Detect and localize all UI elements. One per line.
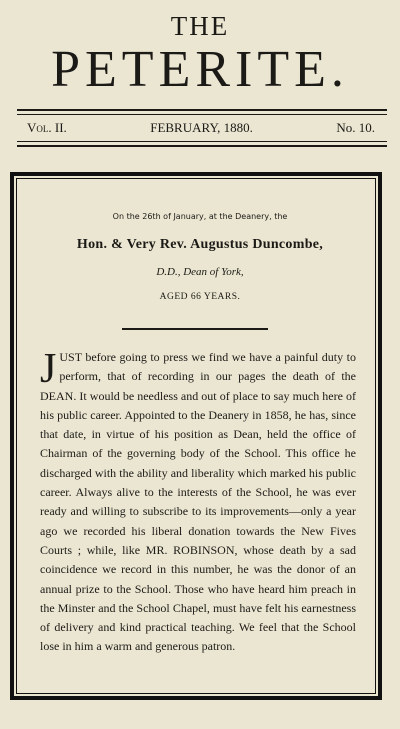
notice-title: D.D., Dean of York, xyxy=(156,266,244,278)
issue-date: FEBRUARY, 1880. xyxy=(150,120,253,135)
header-rule-bottom xyxy=(17,145,387,147)
notice-age: AGED 66 YEARS. xyxy=(159,292,241,302)
header-rule-bottom-thin xyxy=(17,141,387,142)
header-rule-top-thin xyxy=(17,114,387,115)
notice-divider xyxy=(122,328,268,330)
issue-number: No. 10. xyxy=(336,120,375,135)
issue-line xyxy=(27,120,375,136)
volume-label: Vol. II. xyxy=(27,120,67,135)
notice-intro: On the 26th of January, at the Deanery, the xyxy=(112,212,288,221)
notice-name: Hon. & Very Rev. Augustus Duncombe, xyxy=(76,237,324,252)
masthead-title: PETERITE. xyxy=(51,41,349,98)
masthead-the: THE xyxy=(170,11,230,41)
drop-cap: J xyxy=(40,346,57,392)
article-text: UST before going to press we find we have a painful duty to perform, that of recording in our pages the death of the DEAN. It would be needless and out of place to say much here of his public career. Appointed to the Deanery in 1858, he has, since that date, in virtue of his position as Dean, held the office of Chairman of the governing body of the School. This office he discharged with the ability and liberality which marked his public career. Always alive to the interests of the School, he was ever ready and willing to subscribe to its improvements—only a year ago we recorded his liberal donation towards the New Fives Courts ; while, like MR. ROBINSON, whose death by a sad coincidence we record in this number, he was the donor of an annual prize to the School. Those who have heard him preach in the Minster and the School Chapel, must have felt his earnestness of delivery and kind practical teaching. We feel that the School lose in him a warm and generous patron. xyxy=(40,350,356,654)
article-body xyxy=(40,348,356,657)
header-rule-top xyxy=(17,109,387,111)
